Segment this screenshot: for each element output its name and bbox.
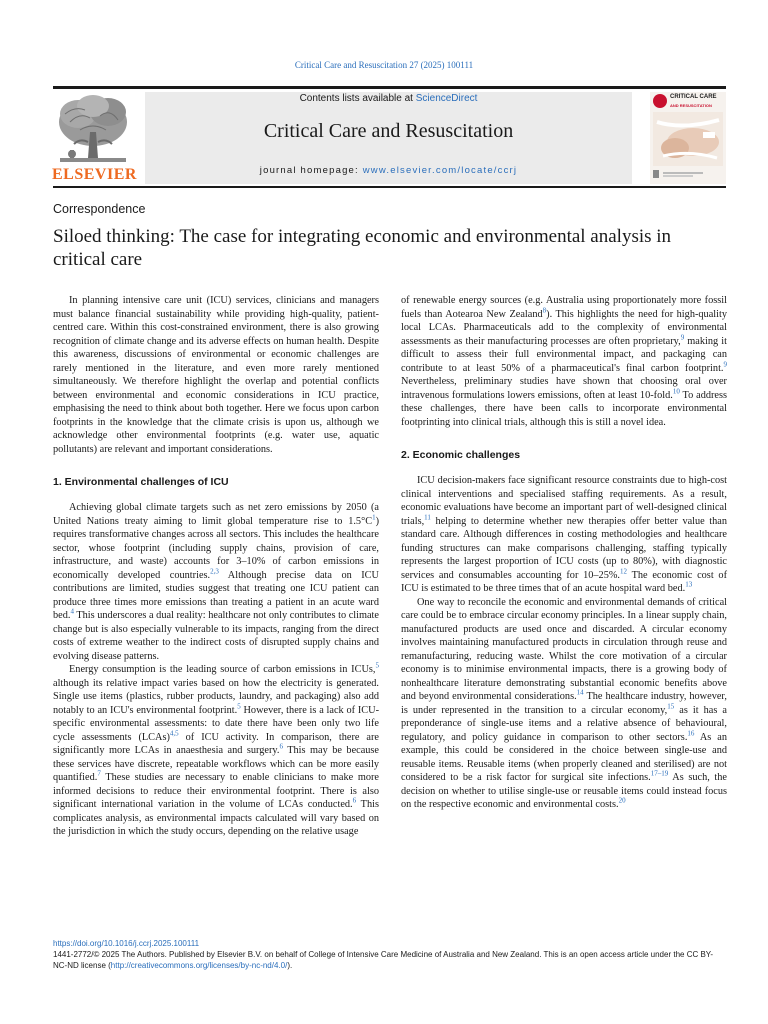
citation-link[interactable]: 12 [620, 567, 628, 576]
article-type: Correspondence [53, 202, 146, 216]
citation-link[interactable]: 17–19 [650, 769, 669, 778]
license-link[interactable]: http://creativecommons.org/licenses/by-nc-nd/4.0/ [110, 961, 288, 970]
citation-link[interactable]: 11 [424, 513, 431, 522]
citation-link[interactable]: 6 [352, 796, 357, 805]
homepage-link[interactable]: www.elsevier.com/locate/ccrj [362, 165, 518, 176]
license-statement: 1441-2772/© 2025 The Authors. Published by Elsevier B.V. on behalf of College of Intensive Care Medicine of Australia and New Zealand. This is an open access article under the CC BY-NC-ND license (http://creativecommons.org/licenses/by-nc-nd/4.0/). [53, 950, 714, 970]
doi-link[interactable]: https://doi.org/10.1016/j.ccrj.2025.100111 [53, 939, 200, 948]
paragraph-economic-1: ICU decision-makers face significant resource constraints due to high-cost clinical interventions and specialised staffing requirements. As a result, economic evaluations have become an important part of well-designed clinical trials,$^{11}$ helping to determine whether new therapies offer better value than standard care. Although differences in costing methodologies and healthcare funding structures can make comparisons challenging, staffing typically represents the largest proportion of ICU costs (up to 80%), with diagnostic services and consumables accounting for 10–25%.$^{12}$ The economic cost of ICU is estimated to be three times that of an acute hospital ward bed.$^{13}$ [401, 475, 727, 594]
paragraph-environmental-continued: of renewable energy sources (e.g. Australia using proportionately more fossil fuels than Aotearoa New Zealand$^8$). This highlights the need for high-quality local LCAs. Pharmaceuticals add to the complexity of environmental assessments as their manufacturing processes are often proprietary,$^9$ making it difficult to assess their full environmental impact, and packaging can contribute to at least 50% of a pharmaceutical's final carbon footprint.$^9$ Nevertheless, preliminary studies have shown that choosing oral over intravenous formulations lowers emissions, often at least 10-fold.$^{10}$ To address these challenges, there have been calls to incorporate environmental footprinting into clinical trials, although this is still a novel idea. [401, 295, 728, 428]
elsevier-wordmark: ELSEVIER [52, 166, 137, 183]
journal-title: Critical Care and Resuscitation [263, 120, 514, 142]
cover-subtitle: AND RESUSCITATION [670, 103, 712, 108]
right-column [401, 294, 727, 812]
citation-link[interactable]: 15 [667, 702, 675, 711]
paragraph-economic-2: One way to reconcile the economic and environmental demands of critical care could be to embrace circular economy principles. In a linear supply chain, manufactured products are used once and discarded. A circular economy involves maintaining manufactured products in circulation through reuse and remanufacturing, reducing waste. Whilst the core motivation of a circular economy is to minimise environmental impacts, there is a growing body of nonhealthcare literature demonstrating substantial economic benefits above and beyond environmental considerations.$^{14}$ The healthcare industry, however, is under represented in the transition to a circular economy,$^{15}$ as it has a preponderance of single-use items and a relative absence of behavioural, regulatory, and policy guidance in comparison to other sectors.$^{16}$ As an example, this could be considered in the choice between single-use and reusable items. Reusable items (when properly cleaned and sterilised) are not considered to be a risk factor for surgical site infections.$^{17-19}$ As such, the decision on whether to utilise single-use or reusable items could instead focus on the respective economic and environmental costs.$^{20}$ [401, 596, 728, 810]
sciencedirect-link[interactable]: ScienceDirect [415, 93, 478, 104]
citation-link[interactable]: 9 [723, 360, 727, 369]
citation-link[interactable]: 7 [97, 769, 101, 778]
citation-link[interactable]: 6 [279, 742, 283, 751]
cover-footer-strip [653, 170, 723, 180]
citation-link[interactable]: 8 [542, 306, 547, 315]
citation-link[interactable]: 10 [672, 387, 680, 396]
contents-availability [145, 93, 632, 104]
article-title: Siloed thinking: The case for integrating economic and environmental analysis in critical care [53, 226, 672, 270]
citation-link[interactable]: 13 [685, 580, 693, 589]
citation-link[interactable]: 16 [687, 729, 695, 738]
contents-prefix: Contents lists available at [299, 93, 416, 104]
journal-reference[interactable]: Critical Care and Resuscitation 27 (2025) 100111 [294, 60, 474, 70]
intro-paragraph: In planning intensive care unit (ICU) services, clinicians and managers must balance financial sustainability while providing high-quality, patient-centred care. Within this cost-constrained environment, there is also growing recognition of climate change and its adverse effects on human health. Despite this awareness, discussions of environmental or economic challenges are rarely mentioned in the literature, and even more rarely mentioned simultaneously. We therefore highlight the overlap and potential conflicts between environmental and economic considerations in ICU practice, emphasising the need to think about both together. Here we focus upon carbon footprints in the knowledge that the climate crisis is upon us, although we acknowledge other environmental footprints (e.g. water use, aquatic pollutants) are relevant and important considerations. [53, 295, 379, 455]
section-heading-environmental: 1. Environmental challenges of ICU [53, 476, 229, 488]
article-footer [53, 938, 726, 971]
homepage-prefix: journal homepage: [259, 165, 363, 176]
citation-link[interactable]: 9 [680, 333, 685, 342]
left-column [53, 294, 379, 839]
citation-link[interactable]: 2,3 [210, 567, 219, 576]
citation-link[interactable]: 20 [618, 796, 626, 805]
cover-hand-image [653, 112, 723, 166]
paragraph-environmental-2: Energy consumption is the leading source of carbon emissions in ICUs,$^5$ although its relative impact varies based on how the electricity is generated. Single use items (plastics, rubber products, laundry, and packaging) also add notably to an ICU's environmental footprint.$^5$ However, there is a lack of ICU-specific environmental assessments: to date there have been only two life cycle assessments (LCAs)$^{4,5}$ of ICU activity. In comparison, there are significantly more LCAs in anaesthesia and surgery.$^6$ This may be because these services have discrete, repeatable workflows which can be more easily quantified.$^7$ These studies are necessary to enable clinicians to make more informed decisions to reduce their environmental footprint. There is also significant international variation in the volume of LCAs conducted.$^6$ This complicates analysis, as environmental impacts calculated will vary based on the jurisdiction in which the study occurs, depending on the relative usage [53, 661, 380, 837]
cover-title-line1: CRITICAL CARE [670, 94, 717, 100]
citation-link[interactable]: 1 [372, 513, 376, 522]
citation-link[interactable]: 14 [576, 688, 584, 697]
citation-link[interactable]: 4,5 [169, 729, 179, 738]
cover-badge-icon [653, 94, 667, 108]
masthead-top-rule [53, 86, 726, 89]
citation-link[interactable]: 5 [237, 702, 241, 711]
citation-link[interactable]: 4 [70, 607, 74, 616]
paragraph-environmental-1: Achieving global climate targets such as net zero emissions by 2050 (a United Nations treaty aiming to limit global temperature rise to 1.5°C$^1$) requires transformative changes across all sectors. This includes the healthcare sector, whose footprint (including supply chains, provision of care, infrastructure, and waste) accounts for 3–10% of carbon emissions in economically developed countries.$^{2,3}$ Although precise data on ICU contributions are limited, studies suggest that treating one ICU patient can produce three times more emissions than treating a patient in an acute ward bed.$^4$ This underscores a dual reality: healthcare not only contributes to climate change but is also especially vulnerable to its impacts, ranging from the direct costs of extreme weather to the indirect costs of disrupted supply chains and evolving disease patterns. [53, 502, 379, 662]
cover-title [670, 94, 717, 100]
citation-link[interactable]: 5 [375, 661, 379, 670]
journal-cover-thumbnail[interactable] [650, 92, 726, 184]
masthead-bottom-rule [53, 186, 726, 188]
section-heading-economic: 2. Economic challenges [401, 449, 521, 461]
journal-homepage [145, 165, 632, 176]
